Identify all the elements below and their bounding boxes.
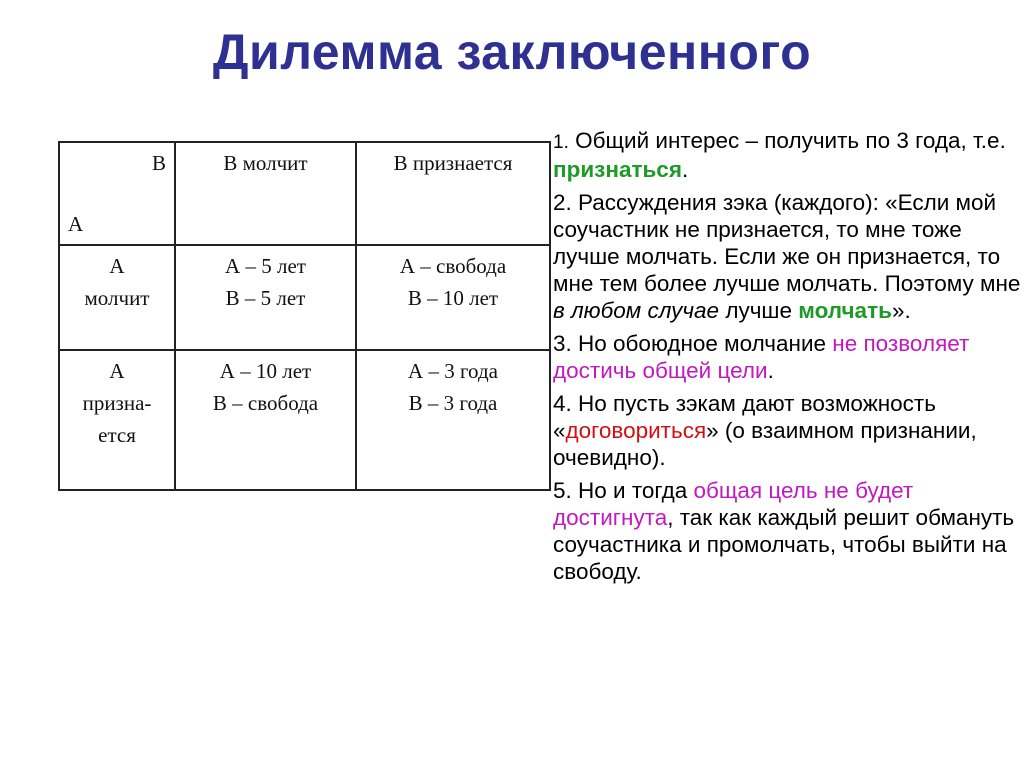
note-number: 1. [553, 132, 569, 153]
highlight-goal-not-achieved: общая цель не будет достигнута [553, 478, 914, 530]
row-header-line: ется [98, 423, 136, 447]
payoff-a: А – свобода [399, 254, 507, 278]
explanation-text [553, 127, 1023, 591]
highlight-goal-not-reached: не позволяет достичь общей цели [553, 331, 970, 383]
payoff-a: А – 3 года [408, 359, 498, 383]
row-header-a-silent [59, 245, 175, 350]
note-text: Общий интерес – получить по 3 года, т.е. [568, 128, 1006, 153]
highlight-agree: договориться [565, 418, 707, 443]
highlight-confess: признаться [553, 157, 682, 182]
corner-label-a: А [68, 212, 84, 236]
note-text: 2. Рассуждения зэка (каждого): «Если мой соучастник не признается, то мне тоже лучше молчать. Если же он признается, то мне тем более лучше молчать. Поэтому мне [553, 190, 1021, 296]
note-text: 3. Но обоюдное молчание [553, 331, 833, 356]
payoff-b: В – 3 года [408, 391, 498, 415]
matrix-header-row [59, 142, 550, 245]
column-header-b-silent: В молчит [175, 142, 356, 245]
payoff-b: В – свобода [212, 391, 319, 415]
note-5 [553, 477, 1023, 585]
emphasis-any-case: в любом случае [553, 298, 720, 323]
payoff-b: В – 5 лет [225, 286, 306, 310]
row-header-line: призна- [82, 391, 152, 415]
payoff-cell [356, 350, 550, 490]
note-4 [553, 390, 1023, 471]
note-text: , так как каждый решит обмануть соучастника и промолчать, чтобы выйти на свободу. [553, 505, 1015, 584]
note-text: ». [891, 298, 911, 323]
note-1 [553, 127, 1023, 183]
corner-label-b: В [151, 151, 166, 175]
note-text: 5. Но и тогда [553, 478, 694, 503]
note-text: лучше [719, 298, 799, 323]
column-header-b-confesses: В признается [356, 142, 550, 245]
payoff-a: А – 5 лет [225, 254, 306, 278]
highlight-stay-silent: молчать [798, 298, 892, 323]
matrix-corner-cell [59, 142, 175, 245]
payoff-cell [175, 245, 356, 350]
note-text: . [767, 358, 774, 383]
payoff-b: В – 10 лет [407, 286, 499, 310]
note-2 [553, 189, 1023, 324]
payoff-cell [175, 350, 356, 490]
payoff-matrix [58, 141, 551, 491]
note-text: 4. Но пусть зэкам дают возможность « [553, 391, 936, 443]
matrix-row-a-silent [59, 245, 550, 350]
payoff-a: А – 10 лет [219, 359, 312, 383]
note-text: » (о взаимном признании, очевидно). [553, 418, 977, 470]
row-header-line: А [109, 254, 125, 278]
row-header-line: молчит [84, 286, 150, 310]
matrix-row-a-confesses [59, 350, 550, 490]
row-header-line: А [109, 359, 125, 383]
payoff-cell [356, 245, 550, 350]
note-3 [553, 330, 1023, 384]
note-text: . [681, 157, 689, 182]
row-header-a-confesses [59, 350, 175, 490]
slide-title: Дилемма заключенного [212, 24, 812, 80]
